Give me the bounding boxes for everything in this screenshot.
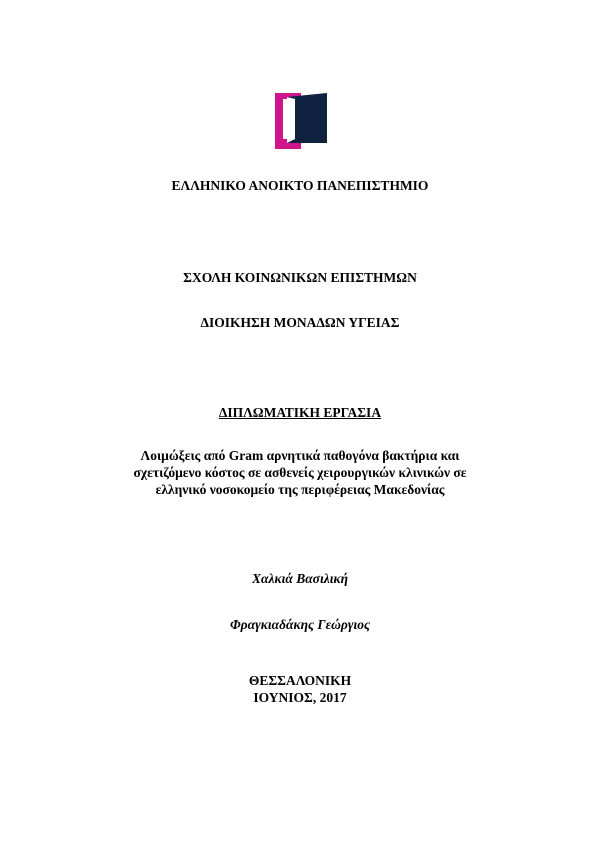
supervisor-name: Φραγκιαδάκης Γεώργιος	[230, 617, 370, 632]
university-name: ΕΛΛΗΝΙΚΟ ΑΝΟΙΚΤΟ ΠΑΝΕΠΙΣΤΗΜΙΟ	[171, 178, 429, 193]
date: ΙΟΥΝΙΟΣ, 2017	[253, 690, 347, 705]
program-name: ΔΙΟΙΚΗΣΗ ΜΟΝΑΔΩΝ ΥΓΕΙΑΣ	[200, 315, 400, 330]
logo-white-fold	[287, 97, 295, 143]
school-name: ΣΧΟΛΗ ΚΟΙΝΩΝΙΚΩΝ ΕΠΙΣΤΗΜΩΝ	[183, 270, 417, 285]
thesis-title-line-2: σχετιζόμενο κόστος σε ασθενείς χειρουργικών κλινικών σε	[133, 465, 467, 480]
thesis-title-line-3: ελληνικό νοσοκομείο της περιφέρειας Μακεδονίας	[155, 482, 445, 497]
city: ΘΕΣΣΑΛΟΝΙΚΗ	[248, 673, 352, 688]
thesis-title-line-1: Λοιμώξεις από Gram αρνητικά παθογόνα βακτήρια και	[140, 448, 460, 463]
document-type: ΔΙΠΛΩΜΑΤΙΚΗ ΕΡΓΑΣΙΑ	[218, 405, 382, 420]
open-university-logo-icon	[275, 93, 327, 149]
author-name: Χαλκιά Βασιλική	[251, 571, 349, 586]
